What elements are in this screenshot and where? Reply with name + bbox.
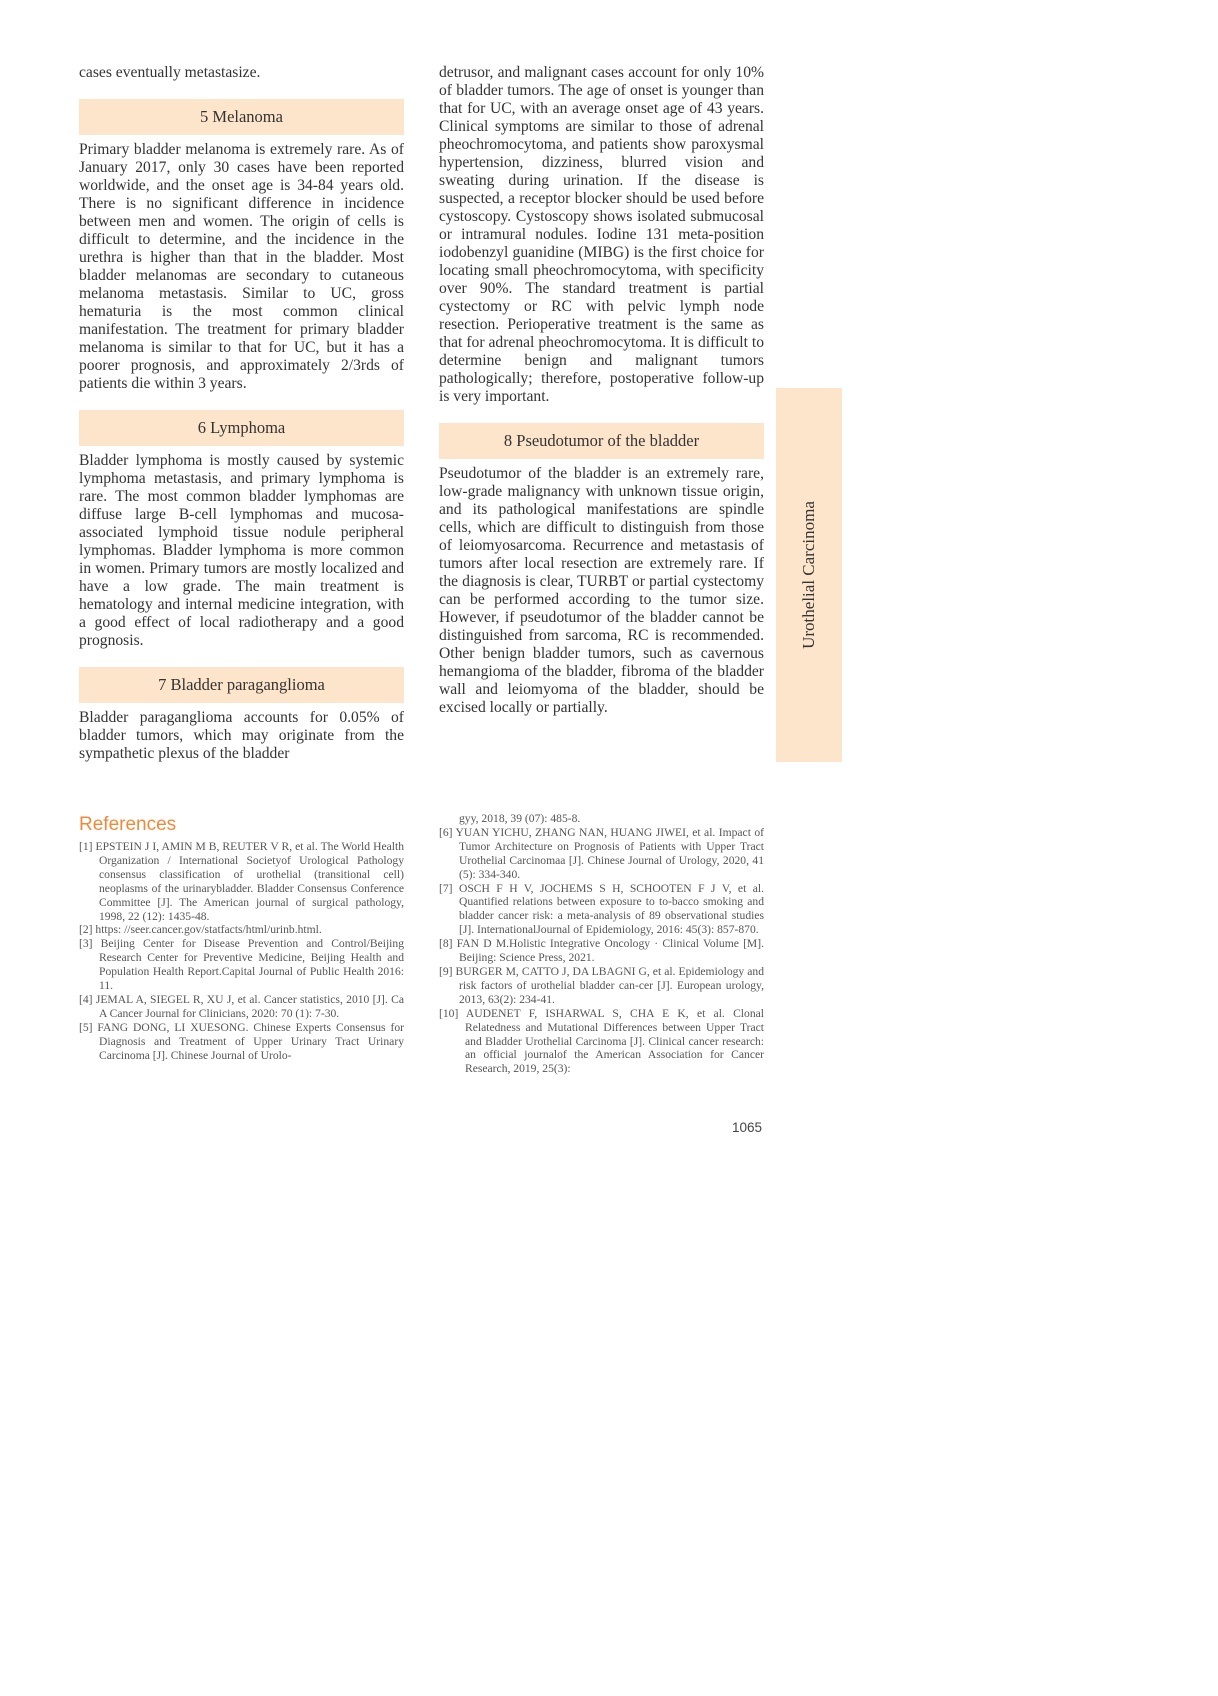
reference-item: [2] https: //seer.cancer.gov/statfacts/html/urinb.html.: [79, 923, 322, 937]
intro-text: cases eventually metastasize.: [79, 64, 261, 81]
reference-item: [7] OSCH F H V, JOCHEMS S H, SCHOOTEN F J V, et al. Quantified relations between exposure to to-bacco smoking and bladder cancer risk: a meta-analysis of 89 observational studies [J]. InternationalJournal of Epidemiology, 2016: 45(3): 857-870.: [439, 881, 764, 937]
section-heading-pseudotumor: 8 Pseudotumor of the bladder: [439, 423, 764, 459]
side-tab: [776, 388, 842, 762]
right-column: [439, 64, 764, 717]
section-body-melanoma: Primary bladder melanoma is extremely rare. As of January 2017, only 30 cases have been reported worldwide, and the onset age is 34-84 years old. There is no significant difference in incidence between men and women. The origin of cells is difficult to determine, and the incidence in the urethra is higher than that in the bladder. Most bladder melanomas are secondary to cutaneous melanoma metastasis. Similar to UC, gross hematuria is the most common clinical manifestation. The treatment for primary bladder melanoma is similar to that for UC, but it has a poorer prognosis, and approximately 2/3rds of patients die within 3 years.: [79, 141, 404, 392]
section-body-lymphoma: Bladder lymphoma is mostly caused by systemic lymphoma metastasis, and primary lymphoma is rare. The most common bladder lymphomas are diffuse large B-cell lymphomas and mucosa-associated lymphoid tissue nodule peripheral lymphomas. Bladder lymphoma is more common in women. Primary tumors are mostly localized and have a low grade. The main treatment is hematology and internal medicine integration, with a good effect of local radiotherapy and a good prognosis.: [79, 452, 404, 649]
section-heading-paraganglioma: 7 Bladder paraganglioma: [79, 667, 404, 703]
reference-item: [6] YUAN YICHU, ZHANG NAN, HUANG JIWEI, et al. Impact of Tumor Architecture on Prognosis of Patients with Upper Tract Urothelial Carcinomaa [J]. Chinese Journal of Urology, 2020, 41 (5): 334-340.: [439, 825, 764, 881]
page-number: 1065: [732, 1120, 763, 1135]
left-column: [79, 64, 404, 763]
references-right: [439, 812, 764, 1076]
reference-item: [1] EPSTEIN J I, AMIN M B, REUTER V R, et al. The World Health Organization / International Societyof Urological Pathology consensus classification of urothelial (transitional cell) neoplasms of the urinarybladder. Bladder Consensus Conference Committee [J]. The American journal of surgical pathology, 1998, 22 (12): 1435-48.: [79, 840, 404, 923]
reference-item: [8] FAN D M.Holistic Integrative Oncology · Clinical Volume [M]. Beijing: Science Press, 2021.: [439, 937, 764, 965]
section-heading-lymphoma: 6 Lymphoma: [79, 410, 404, 446]
reference-item: [9] BURGER M, CATTO J, DA LBAGNI G, et al. Epidemiology and risk factors of urothelial bladder can-cer [J]. European urology, 2013, 63(2): 234-41.: [439, 964, 764, 1006]
reference-item: [5] FANG DONG, LI XUESONG. Chinese Experts Consensus for Diagnosis and Treatment of Upper Urinary Tract Urinary Carcinoma [J]. Chinese Journal of Urolo-: [79, 1020, 404, 1062]
reference-continuation: gyy, 2018, 39 (07): 485-8.: [459, 812, 581, 825]
section-body-paraganglioma: Bladder paraganglioma accounts for 0.05% of bladder tumors, which may originate from the sympathetic plexus of the bladder: [79, 709, 404, 762]
reference-item: [10] AUDENET F, ISHARWAL S, CHA E K, et al. Clonal Relatedness and Mutational Differences between Upper Tract and Bladder Urothelial Carcinoma [J]. Clinical cancer research: an official journalof the American Association for Cancer Research, 2019, 25(3):: [439, 1006, 764, 1076]
section-body-pseudotumor: Pseudotumor of the bladder is an extremely rare, low-grade malignancy with unknown tissue origin, and its pathological manifestations are spindle cells, which are difficult to distinguish from those of leiomyosarcoma. Recurrence and metastasis of tumors after local resection are extremely rare. If the diagnosis is clear, TURBT or partial cystectomy can be performed according to the tumor size. However, if pseudotumor of the bladder cannot be distinguished from sarcoma, RC is recommended. Other benign bladder tumors, such as cavernous hemangioma of the bladder, fibroma of the bladder wall and leiomyoma of the bladder, should be excised locally or partially.: [439, 465, 764, 716]
continuation-text: detrusor, and malignant cases account for only 10% of bladder tumors. The age of onset is younger than that for UC, with an average onset age of 43 years. Clinical symptoms are similar to those of adrenal pheochromocytoma, and patients show paroxysmal hypertension, dizziness, blurred vision and sweating during urination. If the disease is suspected, a receptor blocker should be used before cystoscopy. Cystoscopy shows isolated submucosal or intramural nodules. Iodine 131 meta-position iodobenzyl guanidine (MIBG) is the first choice for locating small pheochromocytoma, with specificity over 90%. The standard treatment is partial cystectomy or RC with pelvic lymph node resection. Perioperative treatment is the same as that for adrenal pheochromocytoma. It is difficult to determine benign and malignant tumors pathologically; therefore, postoperative follow-up is very important.: [439, 64, 764, 405]
reference-item: [4] JEMAL A, SIEGEL R, XU J, et al. Cancer statistics, 2010 [J]. Ca A Cancer Journal for Clinicians, 2020: 70 (1): 7-30.: [79, 992, 404, 1020]
side-tab-label: Urothelial Carcinoma: [799, 501, 818, 649]
reference-item: [3] Beijing Center for Disease Prevention and Control/Beijing Research Center for Preventive Medicine, Beijing Health and Population Health Report.Capital Journal of Public Health 2016: 11.: [79, 937, 404, 993]
section-heading-melanoma: 5 Melanoma: [79, 99, 404, 135]
references-left: [79, 840, 404, 1063]
references-title: References: [79, 814, 177, 835]
